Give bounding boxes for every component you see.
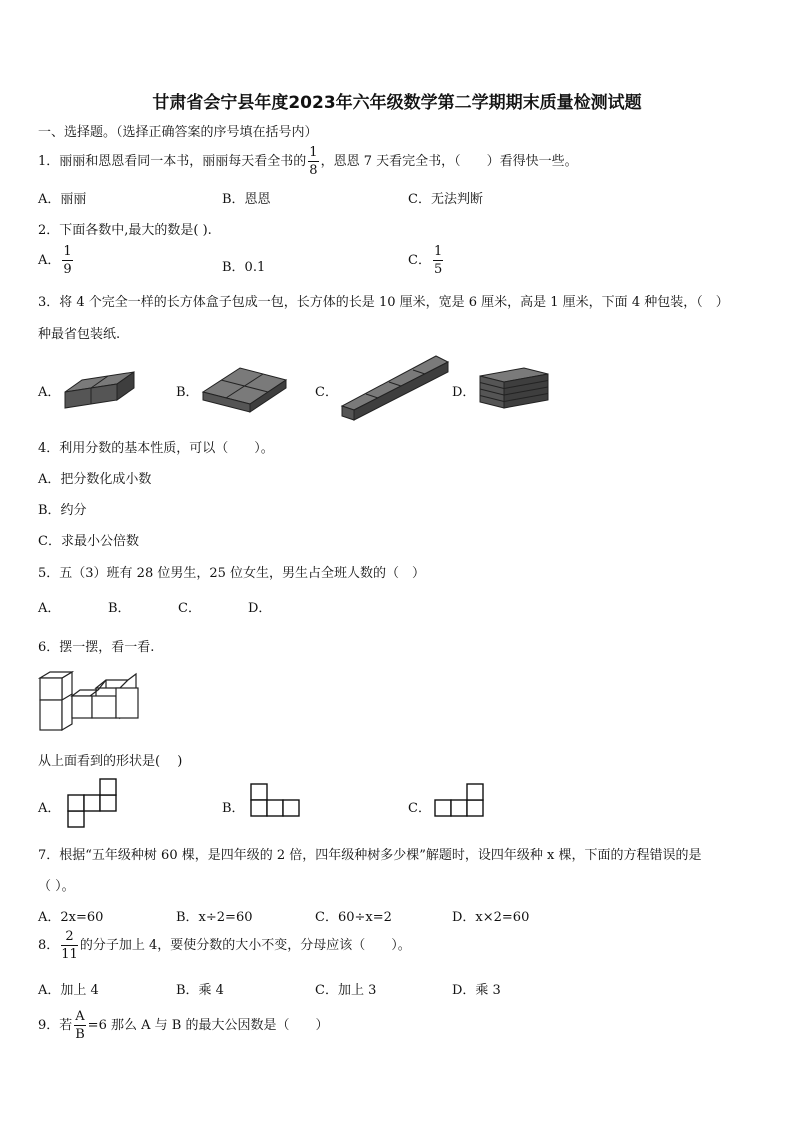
fraction-a-b: $\frac{A}{B}$ bbox=[75, 1009, 85, 1042]
question-7-line1: 7．根据“五年级种树 60 棵，是四年级的 2 倍，四年级种树多少棵”解题时，设四年级种 x 棵，下面的方程错误的是 bbox=[38, 848, 702, 863]
q2-option-a[interactable]: A． $\frac{1}{9}$ bbox=[38, 244, 72, 277]
q6-shape-a-image bbox=[67, 777, 122, 832]
cube-arrangement-image bbox=[40, 672, 140, 734]
q1-option-a[interactable]: A．丽丽 bbox=[38, 192, 87, 207]
q5-option-d[interactable]: D． bbox=[248, 601, 272, 616]
question-2: 2．下面各数中,最大的数是( ). bbox=[38, 223, 212, 238]
q4-option-c[interactable]: C．求最小公倍数 bbox=[38, 534, 139, 549]
q6-option-c-label[interactable]: C． bbox=[408, 801, 431, 816]
q3-package-a-image bbox=[62, 360, 137, 415]
q1-option-c[interactable]: C．无法判断 bbox=[408, 192, 483, 207]
q5-option-c[interactable]: C． bbox=[178, 601, 201, 616]
question-9: 9．若 $\frac{A}{B}$ =6 那么 A 与 B 的最大公因数是（ ） bbox=[38, 1009, 329, 1042]
q3-option-a-label[interactable]: A． bbox=[38, 385, 61, 400]
q5-option-a[interactable]: A． bbox=[38, 601, 61, 616]
q3-package-b-image bbox=[200, 360, 290, 415]
q8-option-c[interactable]: C．加上 3 bbox=[315, 983, 377, 998]
question-8: 8． $\frac{2}{11}$ 的分子加上 4，要使分数的大小不变，分母应该（ ）。 bbox=[38, 929, 411, 962]
q4-option-a[interactable]: A．把分数化成小数 bbox=[38, 472, 152, 487]
q6-option-b-label[interactable]: B． bbox=[222, 801, 245, 816]
fraction-2-11: $\frac{2}{11}$ bbox=[61, 929, 78, 962]
q2-option-c[interactable]: C． $\frac{1}{5}$ bbox=[408, 244, 443, 277]
fraction-1-8: $\frac{1}{8}$ bbox=[309, 145, 318, 178]
q8-option-a[interactable]: A．加上 4 bbox=[38, 983, 99, 998]
fraction-1-9: $\frac{1}{9}$ bbox=[63, 244, 72, 277]
q7-option-a[interactable]: A．2x=60 bbox=[38, 910, 104, 925]
question-4: 4．利用分数的基本性质，可以（ ）。 bbox=[38, 441, 274, 456]
q1-option-b[interactable]: B．恩恩 bbox=[222, 192, 271, 207]
q6-option-a-label[interactable]: A． bbox=[38, 801, 61, 816]
q5-option-b[interactable]: B． bbox=[108, 601, 131, 616]
question-1-text-b: ，恩恩 7 天看完全书，（ ）看得快一些。 bbox=[320, 154, 578, 169]
question-5: 5．五（3）班有 28 位男生，25 位女生，男生占全班人数的（ ） bbox=[38, 566, 426, 581]
q2-option-b[interactable]: B．0.1 bbox=[222, 260, 266, 275]
section-heading: 一、选择题。（选择正确答案的序号填在括号内） bbox=[38, 125, 318, 140]
q3-option-d-label[interactable]: D． bbox=[452, 385, 476, 400]
q8-option-d[interactable]: D．乘 3 bbox=[452, 983, 501, 998]
question-7-line2: （ ）。 bbox=[38, 879, 75, 894]
q6-shape-c-image bbox=[434, 783, 489, 821]
question-3-line2: 种最省包装纸. bbox=[38, 327, 121, 342]
q3-option-b-label[interactable]: B． bbox=[176, 385, 199, 400]
question-3-line1: 3．将 4 个完全一样的长方体盒子包成一包，长方体的长是 10 厘米，宽是 6 厘米，高是 1 厘米，下面 4 种包装，（ ） bbox=[38, 295, 729, 310]
question-1 bbox=[38, 146, 578, 177]
q3-package-d-image bbox=[478, 362, 553, 412]
fraction-1-5: $\frac{1}{5}$ bbox=[433, 244, 443, 277]
q6-shape-b-image bbox=[250, 783, 305, 821]
q3-option-c-label[interactable]: C． bbox=[315, 385, 338, 400]
question-6: 6．摆一摆，看一看. bbox=[38, 640, 155, 655]
q7-option-c[interactable]: C．60÷x=2 bbox=[315, 910, 392, 925]
q4-option-b[interactable]: B．约分 bbox=[38, 503, 87, 518]
page-title: 甘肃省会宁县年度2023年六年级数学第二学期期末质量检测试题 bbox=[152, 93, 642, 113]
q7-option-b[interactable]: B．x÷2=60 bbox=[176, 910, 253, 925]
q8-option-b[interactable]: B．乘 4 bbox=[176, 983, 224, 998]
question-1-text-a: 1．丽丽和恩恩看同一本书，丽丽每天看全书的 bbox=[38, 154, 307, 169]
q7-option-d[interactable]: D．x×2=60 bbox=[452, 910, 530, 925]
question-6-prompt: 从上面看到的形状是( ) bbox=[38, 754, 183, 769]
q3-package-c-image bbox=[340, 350, 452, 425]
